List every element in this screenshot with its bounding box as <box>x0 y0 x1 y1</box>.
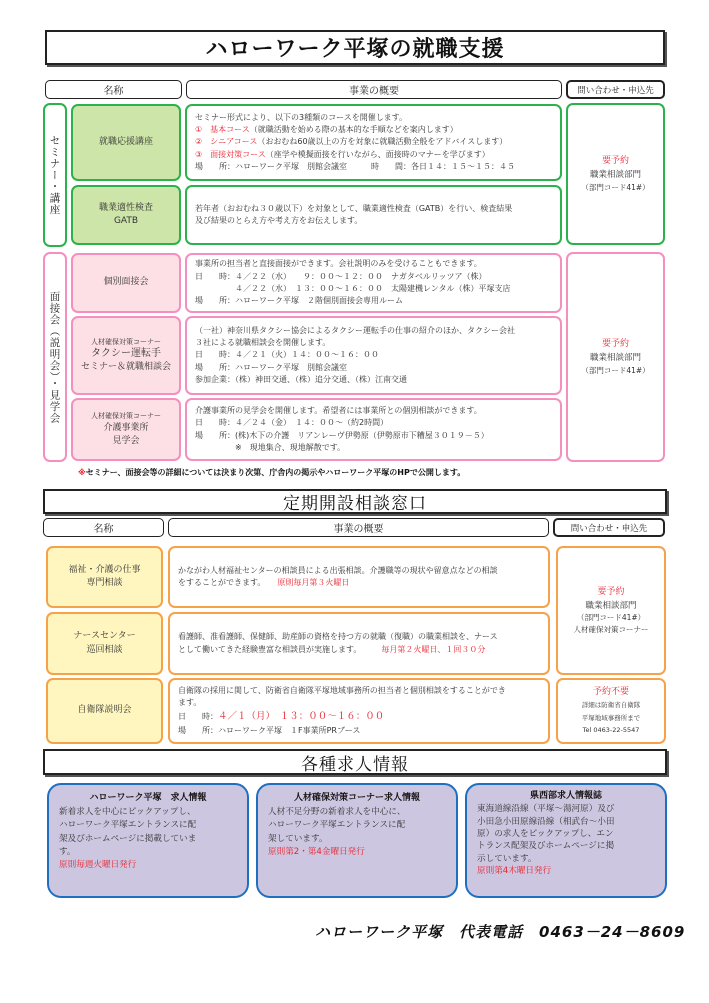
course-desc: （座学や模擬面接を行いながら、面接時のマナーを学びます） <box>265 149 490 159</box>
regular-row-1-name-line2: 専門相談 <box>86 578 123 588</box>
job-card-line: ハローワーク平塚エントランスに配 <box>268 820 406 831</box>
desc-line: をすることができます。 <box>178 578 262 587</box>
contact-code: （部門コード41#） <box>576 613 646 623</box>
interview-row-2-desc <box>185 316 562 395</box>
course-line <box>195 149 552 161</box>
contact-dept: 職業相談部門 <box>585 600 637 611</box>
regular-header-name <box>43 518 164 537</box>
job-card <box>47 783 249 898</box>
seminar-contact <box>566 103 665 245</box>
regular-row-3-name-text: 自衛隊説明会 <box>77 705 132 716</box>
interview-row-3-name <box>71 398 181 461</box>
job-card-line: 小田急小田原線沿線（相武台～小田 <box>477 816 615 827</box>
job-card-line: 架しています。 <box>268 833 328 844</box>
course-number: ② <box>195 137 203 147</box>
regular-row-1-desc <box>168 546 550 608</box>
interview-group-label-box <box>43 252 67 462</box>
job-card <box>465 783 667 898</box>
job-card-line: 示しています。 <box>477 853 537 864</box>
desc-line: 参加企業：（株）神田交通、（株）追分交通、（株）江南交通 <box>195 375 407 385</box>
header-contact-label: 問い合わせ・申込先 <box>577 85 654 96</box>
reservation-required: 要予約 <box>601 339 629 350</box>
job-card <box>256 783 458 898</box>
job-card-line: トランス配架及びホームページに掲 <box>477 841 615 852</box>
contact-dept: 職業相談部門 <box>589 352 641 363</box>
job-card-line: 東海道線沿線（平塚～湯河原）及び <box>477 804 615 815</box>
seminar-row-1-desc <box>185 104 562 181</box>
jobs-title-box <box>43 749 667 775</box>
seminar-row-2-name-line2: GATB <box>113 216 139 226</box>
regular-row-2-name <box>46 612 163 675</box>
course-name: 基本コース <box>210 124 250 134</box>
regular-row-2-name-line2: 巡回相談 <box>86 644 123 655</box>
desc-line: 日 時：４／２１（火）１４：００～１６：００ <box>195 350 379 360</box>
desc-line: （一社）神奈川県タクシー協会によるタクシー運転手の仕事の紹介のほか、タクシー会社 <box>195 325 515 335</box>
interview-row-1-name <box>71 253 181 313</box>
job-card-issue: 原則毎週火曜日発行 <box>59 860 137 871</box>
interview-row-3-name-line1: 介護事業所 <box>103 422 149 433</box>
desc-line: 場 所：ハローワーク平塚 １F事業所PRブース <box>178 725 361 735</box>
desc-line: 場 所：ハローワーク平塚 ２階個別面接会専用ルーム <box>195 296 403 306</box>
regular-header-contact <box>553 518 665 537</box>
job-card-line: 新着求人を中心にピックアップし、 <box>59 806 196 817</box>
job-card-line: ハローワーク平塚エントランスに配 <box>59 820 197 831</box>
job-card-line: 人材不足分野の新着求人を中心に、 <box>268 806 406 817</box>
reservation-required: 要予約 <box>601 156 629 167</box>
no-reservation: 予約不要 <box>592 686 629 697</box>
regular-row-2-desc <box>168 612 550 675</box>
interview-row-2-name <box>71 316 181 395</box>
reservation-required: 要予約 <box>597 587 625 598</box>
seminar-row-2-name <box>71 185 181 245</box>
regular-contact-1 <box>556 546 666 675</box>
regular-header-summary <box>168 518 549 537</box>
page-title: ハローワーク平塚の就職支援 <box>205 37 505 62</box>
regular-row-3-name <box>46 678 163 744</box>
course-line <box>195 136 552 148</box>
footer-phone: ハローワーク平塚 代表電話 0463－24－8609 <box>315 923 686 941</box>
schedule-highlight: 毎月第２火曜日、１回３０分 <box>381 644 486 654</box>
desc-line: ３社による就職相談会を開催します。 <box>195 337 331 347</box>
course-name: シニアコース <box>210 137 258 147</box>
regular-row-2-name-line1: ナースセンター <box>73 631 136 642</box>
notice <box>78 467 465 478</box>
header-name-label: 名称 <box>93 524 114 535</box>
desc-line: として働いてきた経験豊富な相談員が実施します。 <box>178 644 358 654</box>
job-card-issue: 原則第2・第4金曜日発行 <box>268 846 365 857</box>
course-desc: （就職活動を始める際の基本的な手順などを案内します） <box>249 124 458 134</box>
desc-line: ※ 現地集合、現地解散です。 <box>195 442 346 452</box>
job-card-title: ハローワーク平塚 求人情報 <box>89 793 207 803</box>
contact-detail: 詳細は防衛省自衛隊 <box>581 701 641 710</box>
regular-title-box <box>43 489 667 514</box>
interview-group-label: 面接会（説明会）・見学会 <box>48 290 61 424</box>
job-card-issue: 原則第4木曜日発行 <box>477 866 552 877</box>
contact-detail: 平塚地域事務所まで <box>581 713 641 722</box>
desc-line: 看護師、准看護師、保健師、助産師の資格を持つ方の就職（復職）の職業相談を、ナース <box>178 632 498 642</box>
desc-line: セミナー形式により、以下の3種類のコースを開催します。 <box>195 112 408 122</box>
seminar-row-2-name-line1: 職業適性検査 <box>98 202 153 213</box>
job-card-title: 県西部求人情報誌 <box>529 791 602 801</box>
header-name <box>45 80 182 99</box>
regular-row-3-desc <box>168 678 550 744</box>
interview-row-2-name-line1: タクシー運転手 <box>91 347 161 359</box>
contact-corner: 人材確保対策コーナー <box>573 624 649 634</box>
regular-contact-2 <box>556 678 666 744</box>
desc-line: 日 時：４／２２（水） ９：００～１２：００ ナガタベルリッツア（株） <box>195 271 487 281</box>
interview-row-2-name-sub: 人材確保対策コーナー <box>91 337 161 346</box>
desc-line: 場 所：ハローワーク平塚 別館会議室 <box>195 362 347 372</box>
date-label: 日 時： <box>178 711 218 721</box>
seminar-group-label-box <box>43 103 67 247</box>
desc-line: 自衛隊の採用に関して、防衛省自衛隊平塚地域事務所の担当者と個別相談をすることができ <box>178 686 506 696</box>
interview-row-1-name-text: 個別面接会 <box>103 277 149 288</box>
job-card-line: 架及びホームページに掲載していま <box>59 833 197 844</box>
regular-title: 定期開設相談窓口 <box>283 494 427 514</box>
desc-line: 場 所：ハローワーク平塚 別館会議室 時 間：各日１４：１５～１５：４５ <box>195 162 515 172</box>
job-card-line: 原）の求人をピックアップし、エン <box>477 828 614 839</box>
header-contact-label: 問い合わせ・申込先 <box>570 523 648 534</box>
interview-row-3-name-line2: 見学会 <box>112 435 140 446</box>
seminar-row-2-desc <box>185 185 562 245</box>
seminar-row-1-name-text: 就職応援講座 <box>98 136 153 147</box>
desc-line: 若年者（おおむね３０歳以下）を対象として、職業適性検査（GATB）を行い、検査結果 <box>195 203 513 213</box>
schedule-highlight: 原則毎月第３火曜日 <box>277 578 350 587</box>
course-line <box>195 124 552 136</box>
desc-line: ます。 <box>178 698 202 708</box>
desc-line: 日 時：４／２４（金） １４：００～（約2時間） <box>195 418 389 428</box>
course-name: 面接対策コース <box>210 149 266 159</box>
course-number: ③ <box>195 149 203 159</box>
regular-row-1-name <box>46 546 163 608</box>
seminar-group-label: セミナー・講座 <box>48 134 61 216</box>
header-summary-label: 事業の概要 <box>349 86 399 97</box>
job-card-title: 人材確保対策コーナー求人情報 <box>293 793 420 803</box>
contact-code: （部門コード41#） <box>581 182 650 192</box>
header-name-label: 名称 <box>103 86 124 97</box>
header-summary-label: 事業の概要 <box>333 524 384 535</box>
desc-line: 及び結果のとらえ方や考え方をお伝えします。 <box>195 216 363 225</box>
interview-row-2-name-line2: セミナー＆就職相談会 <box>80 362 171 373</box>
contact-code: （部門コード41#） <box>581 365 650 375</box>
header-summary <box>186 80 562 99</box>
desc-line: 事業所の担当者と直接面接ができます。会社説明のみを受けることもできます。 <box>195 259 482 269</box>
course-number: ① <box>195 124 203 134</box>
interview-contact <box>566 252 665 462</box>
course-desc: （おおむね60歳以上の方を対象に就職活動全般をアドバイスします） <box>257 137 508 147</box>
job-card-line: す。 <box>59 846 76 857</box>
desc-line: ４／２２（水） １３：００～１６：００ 太陽建機レンタル（株）平塚支店 <box>195 284 511 293</box>
header-contact <box>566 80 665 99</box>
jobs-title: 各種求人情報 <box>301 754 409 775</box>
regular-row-1-name-line1: 福祉・介護の仕事 <box>68 564 141 575</box>
notice-text: セミナー、面接会等の詳細については決まり次第、庁舎内の掲示やハローワーク平塚のHPで公開します。 <box>85 468 466 477</box>
desc-line: 介護事業所の見学会を開催します。希望者には事業所との個別相談ができます。 <box>195 405 482 415</box>
desc-line: かながわ人材福祉センターの相談員による出張相談。介護職等の現状や留意点などの相談 <box>178 565 498 575</box>
contact-tel: Tel 0463-22-5547 <box>582 725 640 734</box>
interview-row-1-desc <box>185 253 562 313</box>
contact-dept: 職業相談部門 <box>589 169 641 180</box>
interview-row-3-desc <box>185 398 562 461</box>
desc-line: 場 所：(株)木下の介護 リアンレーヴ伊勢原（伊勢原市下糟屋３０１９－５） <box>195 430 489 440</box>
notice-mark: ※ <box>78 468 86 477</box>
date-value: ４／１（月） １３：００～１６：００ <box>218 710 385 722</box>
seminar-row-1-name <box>71 104 181 181</box>
interview-row-3-name-sub: 人材確保対策コーナー <box>91 412 161 421</box>
page-title-box <box>45 30 665 65</box>
